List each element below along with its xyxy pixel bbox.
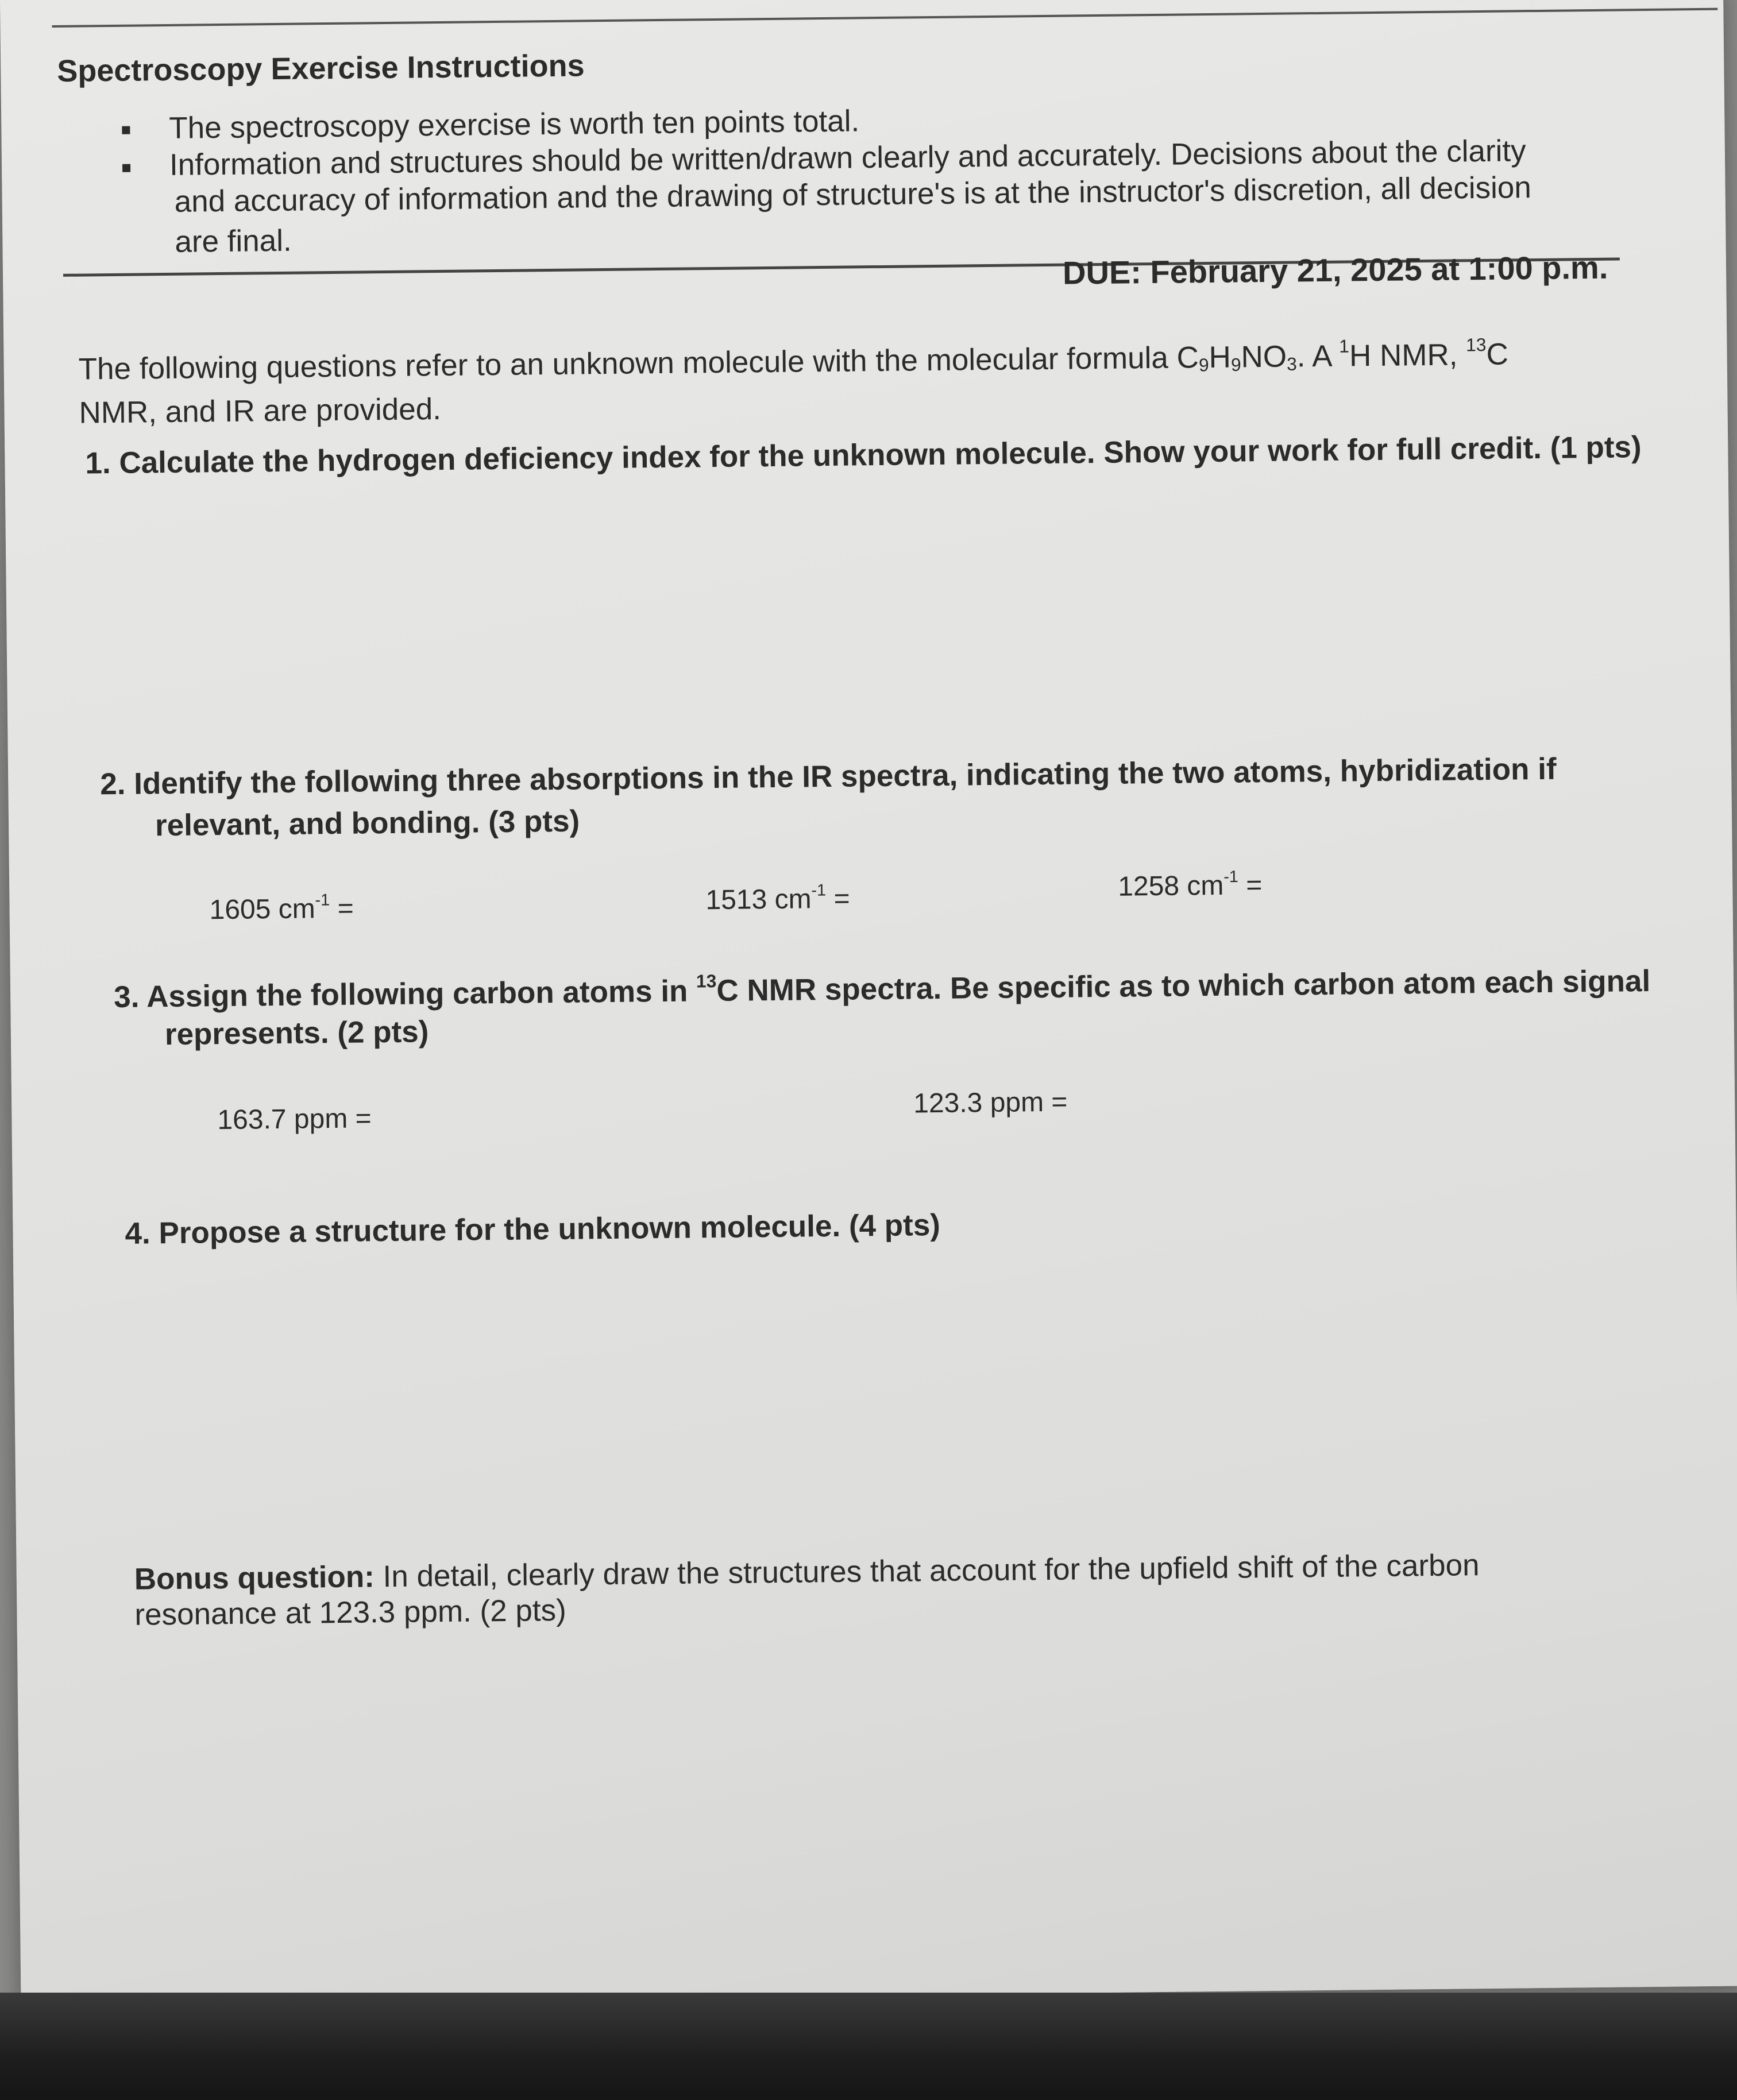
bonus-question-line-1: Bonus question: In detail, clearly draw the structures that account for the upfield shift of the carbon <box>134 1548 1480 1596</box>
bonus-label: Bonus question: <box>134 1560 375 1596</box>
intro-line-1: The following questions refer to an unknown molecule with the molecular formula $C_9H_9NO_3$. A $^1$H NMR, $^{13}$C <box>78 334 1509 386</box>
instruction-bullet-2-line-1: Information and structures should be written/drawn clearly and accurately. Decisions about the clarity <box>169 134 1526 182</box>
bullet-marker <box>122 126 130 134</box>
bullet-marker <box>122 164 130 172</box>
due-date: DUE: February 21, 2025 at 1:00 p.m. <box>1062 249 1608 291</box>
intro-text: The following questions refer to an unknown molecule with the molecular formula <box>78 341 1177 386</box>
question-4: 4. Propose a structure for the unknown molecule. (4 pts) <box>125 1208 941 1251</box>
c13-shift-1: 163.7 ppm = <box>217 1103 372 1136</box>
question-2-line-2: relevant, and bonding. (3 pts) <box>155 804 580 843</box>
question-3-line-1: 3. Assign the following carbon atoms in $^{13}$C NMR spectra. Be specific as to which carbon atom each signal <box>113 964 1651 1015</box>
instruction-bullet-1: The spectroscopy exercise is worth ten points total. <box>169 104 860 145</box>
top-rule <box>52 8 1717 28</box>
molecular-formula: $C_9H_9NO_3$ <box>1176 339 1298 376</box>
ir-absorption-2: 1513 $cm^{-1}$ = <box>705 881 850 916</box>
question-1: 1. Calculate the hydrogen deficiency index for the unknown molecule. Show your work for full credit. (1 pts) <box>85 430 1642 481</box>
c13-mass-number: 13 <box>696 970 717 992</box>
intro-line-2: NMR, and IR are provided. <box>79 392 442 430</box>
instruction-bullet-2-line-2: and accuracy of information and the drawing of structure's is at the instructor's discretion, all decision <box>174 171 1532 219</box>
question-3-line-2: represents. (2 pts) <box>164 1015 429 1052</box>
c13-shift-2: 123.3 ppm = <box>913 1086 1068 1119</box>
desk-surface <box>0 1993 1737 2100</box>
bonus-question-line-2: resonance at 123.3 ppm. (2 pts) <box>134 1593 566 1632</box>
page-title: Spectroscopy Exercise Instructions <box>56 48 585 88</box>
question-2-line-1: 2. Identify the following three absorptions in the IR spectra, indicating the two atoms, hybridization if <box>100 752 1557 802</box>
ir-absorption-3: 1258 $cm^{-1}$ = <box>1117 867 1263 902</box>
ir-absorption-1: 1605 $cm^{-1}$ = <box>209 891 354 926</box>
instruction-bullet-2-line-3: are final. <box>175 223 292 259</box>
c-mass-number: 13 <box>1465 334 1487 355</box>
h-mass-number: 1 <box>1339 335 1350 357</box>
